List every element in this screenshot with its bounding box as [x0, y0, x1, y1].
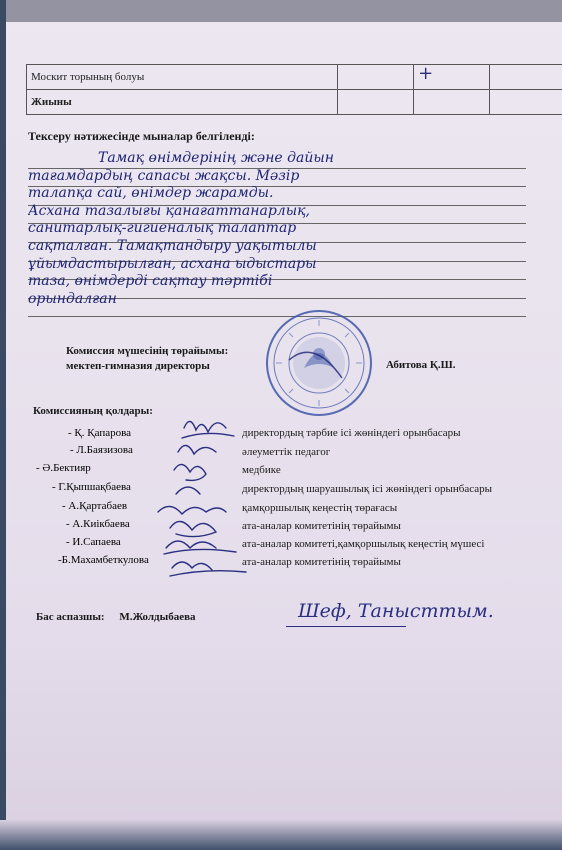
member-role: директордың шаруашылық ісі жөніндегі орынбасары [242, 483, 493, 495]
member-name: - Г.Қыпшақбаева [52, 481, 131, 493]
member-signatures-icon [156, 408, 256, 588]
inspection-table [26, 64, 562, 115]
member-role: ата-аналар комитеті,қамқоршылық кеңестің мүшесі [242, 538, 485, 550]
table-cell [490, 65, 562, 90]
member-name: - А.Қартабаев [62, 500, 128, 512]
handwritten-line: санитарлық-гигиеналық талаптар [28, 220, 297, 237]
row-label-total: Жиыны [27, 90, 338, 115]
table-cell [414, 90, 490, 115]
table-row [27, 90, 562, 115]
handwritten-findings [28, 150, 528, 308]
table-cell [338, 65, 414, 90]
member-role: ата-аналар комитетінің төрайымы [242, 556, 401, 568]
table-row [27, 65, 562, 90]
row-label: Москит торының болуы [27, 65, 338, 90]
head-cook-name: М.Жолдыбаева [119, 611, 196, 623]
handwritten-line: орындалған [28, 290, 117, 307]
member-role: директордың тәрбие ісі жөніндегі орынбасары [242, 427, 461, 439]
official-seal-icon [264, 308, 374, 418]
member-name: - Л.Баязизова [70, 444, 133, 456]
member-name: - Ә.Бектияр [36, 462, 91, 474]
handwritten-line: сақталған. Тамақтандыру уақытылы [28, 237, 317, 254]
table-cell [490, 90, 562, 115]
member-role: қамқоршылық кеңестің төрағасы [242, 502, 398, 514]
commission-chair-title: Комиссия мүшесінің төрайымы: мектеп-гимназия директоры [66, 345, 229, 372]
document-page [6, 0, 562, 850]
top-shadow [6, 0, 562, 22]
member-name: - Қ. Қапарова [68, 427, 132, 439]
findings-heading: Тексеру нәтижесінде мыналар белгіленді: [28, 129, 255, 143]
table-cell [338, 90, 414, 115]
handwritten-line: тағамдардың сапасы жақсы. Мәзір [28, 167, 300, 184]
member-name: - А.Киікбаева [66, 518, 130, 530]
member-role: әлеуметтік педагог [242, 446, 331, 458]
head-cook-label: Бас аспазшы: [36, 611, 105, 623]
head-cook-signature: Шеф, Танысттым. [298, 600, 494, 622]
signature-underline [286, 626, 406, 627]
member-role: медбике [242, 464, 281, 476]
bottom-shadow [0, 820, 562, 850]
member-role: ата-аналар комитетінің төрайымы [242, 520, 401, 532]
handwritten-line: ұйымдастырылған, асхана ыдыстары [28, 255, 317, 272]
table-cell [414, 62, 490, 90]
members-title: Комиссияның қолдары: [33, 405, 153, 417]
handwritten-line: Тамақ өнімдерінің және дайын [98, 150, 335, 166]
handwritten-line: талапқа сай, өнімдер жарамды. [28, 185, 274, 202]
chair-name: Абитова Қ.Ш. [386, 359, 456, 371]
member-name: - И.Сапаева [66, 536, 121, 548]
check-mark: + [418, 62, 434, 84]
handwritten-line: таза, өнімдерді сақтау тәртібі [28, 273, 273, 290]
member-name: -Б.Махамбеткулова [58, 554, 149, 566]
head-cook-line [36, 611, 196, 623]
handwritten-line: Асхана тазалығы қанағаттанарлық, [28, 202, 311, 219]
